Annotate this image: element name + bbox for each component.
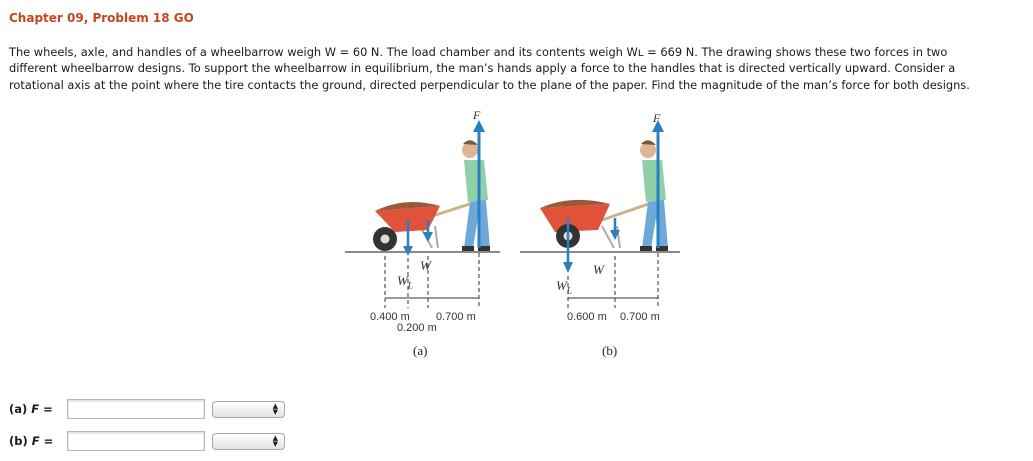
weight-label-w-a: W xyxy=(420,258,431,273)
distance-label-a-3: 0.700 m xyxy=(436,311,476,323)
wheelbarrow-figure xyxy=(340,108,690,363)
unit-select-b[interactable] xyxy=(212,433,285,450)
distance-label-a-2: 0.200 m xyxy=(397,322,437,334)
answer-input-a[interactable] xyxy=(67,399,205,419)
wheelbarrow-b xyxy=(540,200,660,248)
answer-label-a: (a) F = xyxy=(9,402,53,416)
problem-statement xyxy=(9,44,1033,93)
select-arrows-icon: ▲ ▼ xyxy=(272,401,278,416)
man-b xyxy=(640,140,668,251)
weight-label-wl-b: $W_L$ xyxy=(556,278,572,296)
answer-row-a xyxy=(9,397,285,421)
problem-line: rotational axis at the point where the tire contacts the ground, directed perpendicular to the plane of the paper. Find the magnitude of the man’s force for both designs. xyxy=(9,77,970,92)
select-arrows-icon: ▲ ▼ xyxy=(272,433,278,448)
force-label-b: F xyxy=(653,111,661,125)
unit-select-a[interactable] xyxy=(212,401,285,418)
caption-a: (a) xyxy=(413,343,428,358)
distance-label-a-1: 0.400 m xyxy=(370,311,410,323)
distance-label-b-1: 0.600 m xyxy=(567,311,607,323)
distance-label-b-2: 0.700 m xyxy=(620,311,660,323)
caption-b: (b) xyxy=(602,343,618,358)
problem-line: different wheelbarrow designs. To support the wheelbarrow in equilibrium, the man’s hands apply a force to the handles that is directed vertically upward. Consider a xyxy=(9,61,956,76)
force-label-a: F xyxy=(473,108,481,122)
man-a xyxy=(462,140,490,251)
weight-label-w-b: W xyxy=(593,262,604,277)
weight-label-wl-a: $W_L$ xyxy=(397,273,413,291)
wheelbarrow-drawing xyxy=(340,108,690,363)
answer-label-b: (b) F = xyxy=(9,434,54,448)
answer-input-b[interactable] xyxy=(67,431,205,451)
answer-row-b xyxy=(9,429,285,453)
problem-title: Chapter 09, Problem 18 GO xyxy=(9,11,194,25)
problem-line: The wheels, axle, and handles of a wheelbarrow weigh W = 60 N. The load chamber and its contents weigh Wʟ = 669 N. The drawing shows these two forces in two xyxy=(9,45,948,59)
